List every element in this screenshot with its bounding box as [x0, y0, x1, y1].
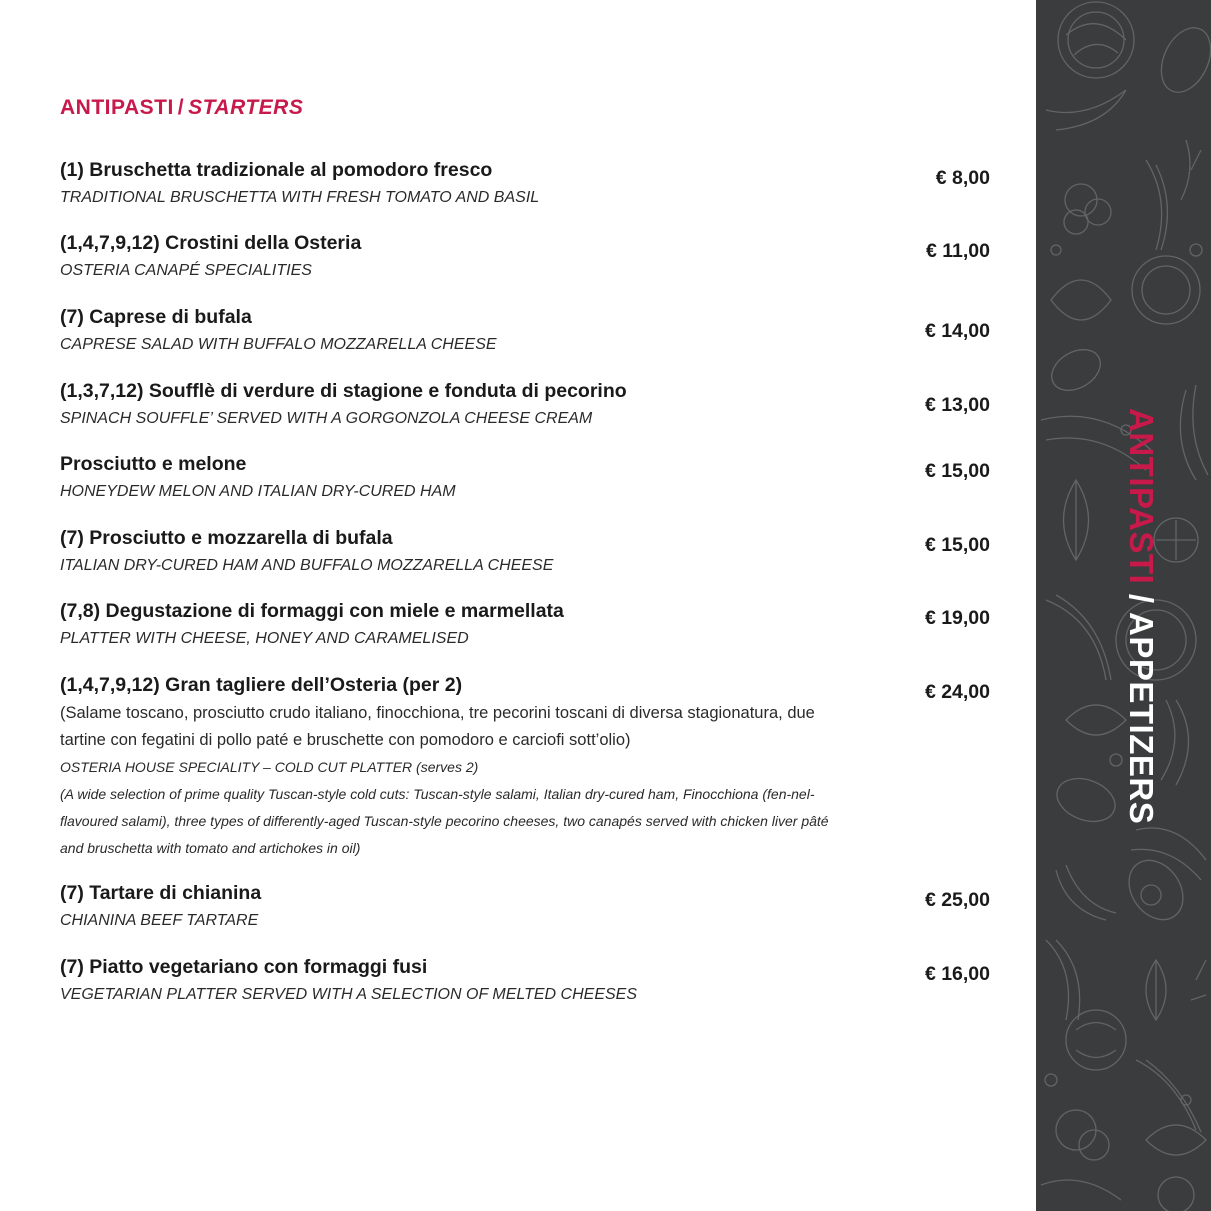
item-description: OSTERIA HOUSE SPECIALITY – COLD CUT PLATTER (serves 2) — [60, 759, 479, 775]
item-description: PLATTER WITH CHEESE, HONEY AND CARAMELISED — [60, 630, 469, 647]
item-description: HONEYDEW MELON AND ITALIAN DRY-CURED HAM — [60, 483, 456, 500]
menu-item — [60, 304, 990, 356]
item-description: SPINACH SOUFFLE’ SERVED WITH A GORGONZOLA CHEESE CREAM — [60, 410, 593, 427]
item-price: € 14,00 — [924, 320, 990, 342]
item-price: € 25,00 — [924, 889, 990, 911]
item-price: € 15,00 — [924, 534, 990, 556]
menu-item — [60, 954, 990, 1006]
menu-item — [60, 451, 990, 503]
item-name: (7,8) Degustazione di formaggi con miele e marmellata — [60, 600, 564, 622]
page-title — [60, 96, 303, 120]
title-italian: ANTIPASTI — [60, 96, 174, 119]
menu-item — [60, 157, 990, 209]
item-price: € 19,00 — [924, 607, 990, 629]
item-name: (1,4,7,9,12) Crostini della Osteria — [60, 232, 362, 254]
menu-item — [60, 378, 990, 430]
item-price: € 11,00 — [926, 240, 990, 262]
item-description: CAPRESE SALAD WITH BUFFALO MOZZARELLA CHEESE — [60, 336, 497, 353]
item-name: (1) Bruschetta tradizionale al pomodoro fresco — [60, 159, 493, 181]
item-name: Prosciutto e melone — [60, 453, 247, 475]
sidebar-title-english: APPETIZERS — [1123, 612, 1160, 825]
item-name: (1,4,7,9,12) Gran tagliere dell’Osteria (per 2) — [60, 674, 463, 696]
item-name: (7) Tartare di chianina — [60, 882, 262, 904]
item-price: € 13,00 — [924, 394, 990, 416]
menu-item-platter — [60, 672, 990, 862]
menu-item — [60, 525, 990, 577]
item-description: TRADITIONAL BRUSCHETTA WITH FRESH TOMATO AND BASIL — [60, 189, 540, 206]
item-price: € 8,00 — [935, 167, 990, 189]
item-name: (1,3,7,12) Soufflè di verdure di stagione e fonduta di pecorino — [60, 380, 627, 402]
menu-item — [60, 230, 990, 282]
item-description: CHIANINA BEEF TARTARE — [60, 912, 259, 929]
menu-item — [60, 598, 990, 650]
item-name: (7) Caprese di bufala — [60, 306, 252, 328]
item-price: € 24,00 — [924, 681, 990, 703]
item-price: € 16,00 — [924, 963, 990, 985]
menu-item — [60, 880, 990, 932]
item-price: € 15,00 — [924, 460, 990, 482]
sidebar-title — [1122, 408, 1160, 824]
item-description: ITALIAN DRY-CURED HAM AND BUFFALO MOZZARELLA CHEESE — [60, 557, 554, 574]
item-ingredients-italian: (Salame toscano, prosciutto crudo italiano, finocchiona, tre pecorini toscani di diversa stagionatura, due tartine con fegatini di pollo paté e bruschette con pomodoro e carciofi sott’olio) — [60, 704, 815, 749]
item-description: OSTERIA CANAPÉ SPECIALITIES — [60, 262, 312, 279]
item-ingredients-english: (A wide selection of prime quality Tuscan-style cold cuts: Tuscan-style salami, Italian dry-cured ham, Finocchiona (fen-nel-flavoured salami), three types of differently-aged Tuscan-style pecorino cheeses, two canapés served with chicken liver pâté and bruschetta with tomato and artichokes in oil) — [60, 786, 829, 856]
item-name: (7) Prosciutto e mozzarella di bufala — [60, 527, 393, 549]
item-name: (7) Piatto vegetariano con formaggi fusi — [60, 956, 428, 978]
title-separator: / — [177, 96, 185, 119]
item-description: VEGETARIAN PLATTER SERVED WITH A SELECTION OF MELTED CHEESES — [60, 986, 637, 1003]
title-english: STARTERS — [188, 96, 304, 119]
sidebar-title-separator: / — [1123, 593, 1160, 604]
sidebar-title-italian: ANTIPASTI — [1123, 408, 1160, 585]
sidebar-banner — [1036, 0, 1211, 1211]
